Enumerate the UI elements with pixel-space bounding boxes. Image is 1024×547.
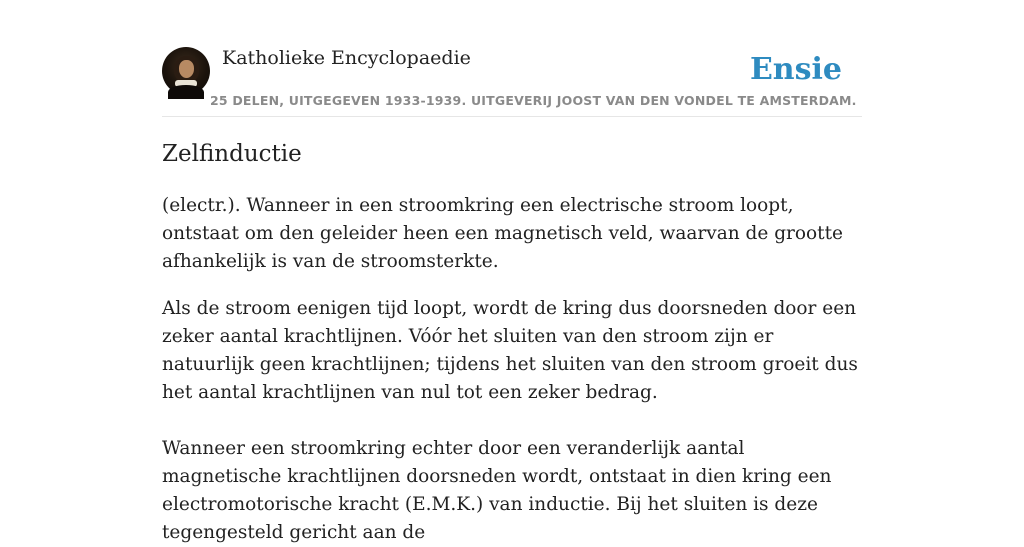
portrait-coat	[168, 85, 204, 99]
article	[162, 138, 866, 547]
avatar[interactable]	[162, 47, 210, 95]
publication-subtitle: 25 DELEN, UITGEGEVEN 1933-1939. UITGEVERIJ JOOST VAN DEN VONDEL TE AMSTERDAM.	[210, 93, 857, 108]
brand-logo[interactable]: Ensie	[749, 52, 842, 87]
site-title[interactable]: Katholieke Encyclopaedie	[222, 47, 471, 69]
article-paragraph: Als de stroom eenigen tijd loopt, wordt de kring dus doorsneden door een zeker aantal krachtlijnen. Vóór het sluiten van den stroom zijn er natuurlijk geen krachtlijnen; tijdens het sluiten van den stroom groeit dus het aantal krachtlijnen van nul tot een zeker bedrag.	[162, 298, 858, 403]
header	[162, 46, 862, 117]
article-paragraph: (electr.). Wanneer in een stroomkring een electrische stroom loopt, ontstaat om den geleider heen een magnetisch veld, waarvan de grootte afhankelijk is van de stroomsterkte.	[162, 195, 843, 272]
article-title: Zelfinductie	[162, 141, 302, 167]
article-paragraph: Wanneer een stroomkring echter door een veranderlijk aantal magnetische krachtlijnen doorsneden wordt, ontstaat in dien kring een electromotorische kracht (E.M.K.) van inductie. Bij het sluiten is deze tegengesteld gericht aan de	[162, 438, 832, 543]
portrait-face	[179, 60, 194, 78]
